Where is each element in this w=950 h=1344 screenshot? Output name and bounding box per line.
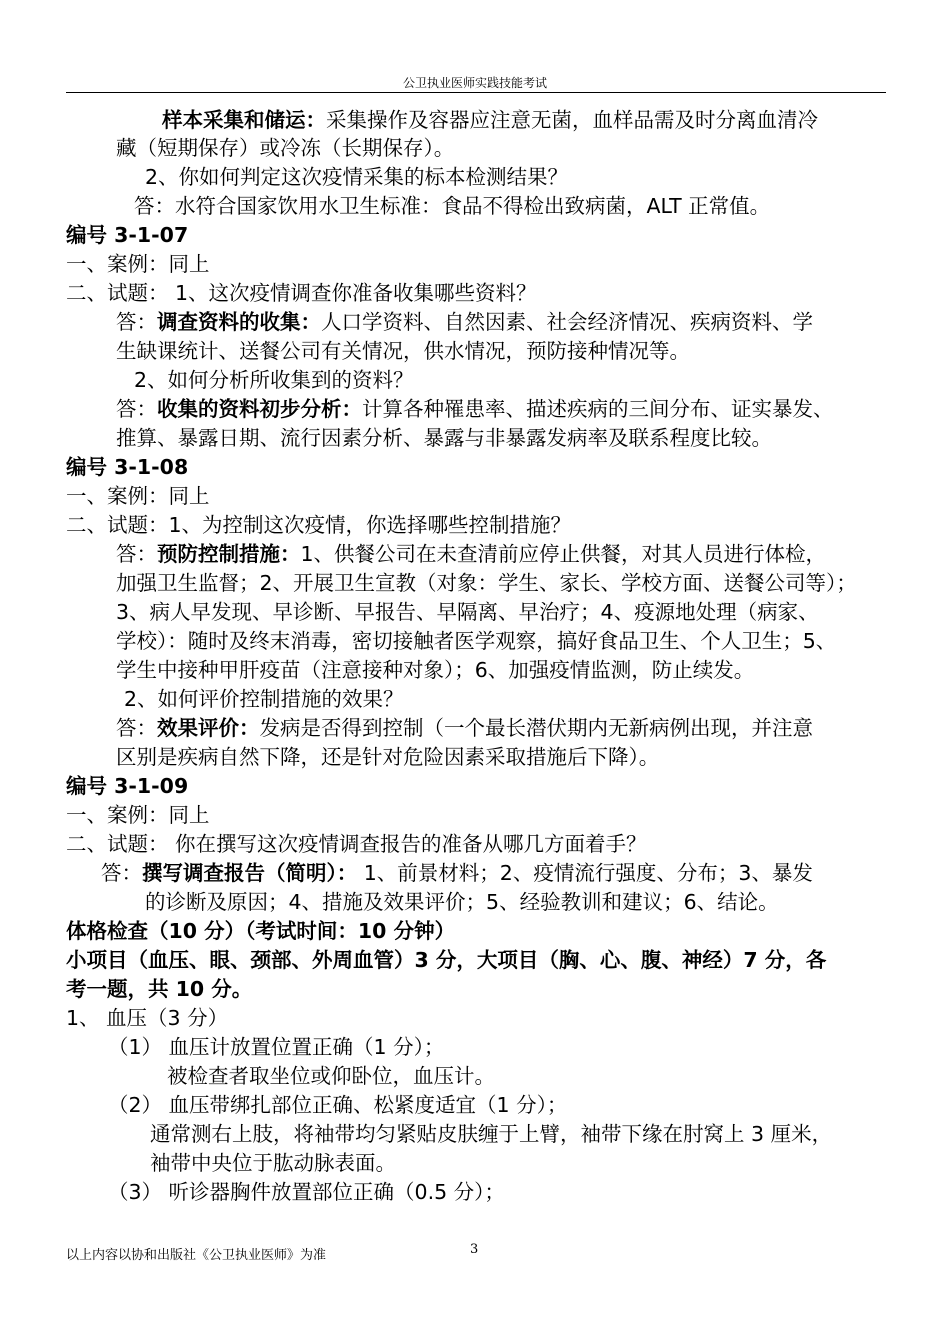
text-line: [116, 714, 813, 742]
text-line: [108, 1091, 567, 1119]
line-text: 一、案例：同上: [66, 252, 210, 276]
bold-heading: 编号 3-1-08: [66, 455, 189, 479]
line-text: 1、 血压（3 分）: [66, 1006, 229, 1030]
line-text: 人口学资料、自然因素、社会经济情况、疾病资料、学: [321, 310, 813, 334]
line-text: 发病是否得到控制（一个最长潜伏期内无新病例出现，并注意: [259, 716, 813, 740]
text-line: [150, 1120, 832, 1148]
bold-heading: 考一题，共 10 分。: [66, 977, 253, 1001]
text-line: [134, 192, 770, 220]
line-text: 2、你如何判定这次疫情采集的标本检测结果？: [145, 165, 569, 189]
text-line: [66, 221, 188, 249]
text-line: [116, 569, 857, 597]
line-text: 的诊断及原因；4、措施及效果评价；5、经验教训和建议；6、结论。: [145, 890, 779, 914]
bold-heading: 撰写调查报告（简明）：: [142, 861, 358, 885]
text-line: [66, 830, 647, 858]
text-line: [116, 337, 690, 365]
text-line: [150, 1149, 396, 1177]
text-line: [66, 453, 188, 481]
line-text: 一、案例：同上: [66, 484, 210, 508]
text-line: [66, 279, 537, 307]
line-text: 计算各种罹患率、描述疾病的三间分布、证实暴发、: [362, 397, 834, 421]
header-rule: [66, 92, 886, 93]
line-text: 二、试题：1、为控制这次疫情，你选择哪些控制措施？: [66, 513, 572, 537]
footer-note: 以上内容以协和出版社《公卫执业医师》为准: [66, 1248, 327, 1263]
text-line: [162, 106, 818, 134]
text-line: [124, 685, 404, 713]
text-line: [66, 250, 210, 278]
text-line: [134, 366, 414, 394]
text-line: [116, 743, 659, 771]
text-line: [66, 975, 252, 1003]
text-line: [116, 395, 834, 423]
text-line: [116, 134, 454, 162]
text-line: [145, 163, 568, 191]
page-number: 3: [470, 1242, 479, 1257]
text-line: [66, 772, 188, 800]
text-line: [108, 1033, 444, 1061]
line-text: 加强卫生监督；2、开展卫生宣教（对象：学生、家长、学校方面、送餐公司等）；: [116, 571, 857, 595]
bold-heading: 预防控制措施：: [157, 542, 301, 566]
text-line: [116, 656, 754, 684]
text-line: [116, 540, 826, 568]
line-text: 答：水符合国家饮用水卫生标准：食品不得检出致病菌，ALT 正常值。: [134, 194, 771, 218]
line-text: 2、如何分析所收集到的资料？: [134, 368, 414, 392]
text-line: [66, 946, 826, 974]
text-line: [66, 1004, 228, 1032]
text-line: [167, 1062, 495, 1090]
answer-prefix: 答：: [116, 542, 157, 566]
line-text: （1） 血压计放置位置正确（1 分）；: [108, 1035, 445, 1059]
line-text: 3、病人早发现、早诊断、早报告、早隔离、早治疗；4、疫源地处理（病家、: [116, 600, 819, 624]
line-text: 采集操作及容器应注意无菌，血样品需及时分离血清冷: [326, 108, 818, 132]
text-line: [66, 511, 571, 539]
line-text: 被检查者取坐位或仰卧位，血压计。: [167, 1064, 495, 1088]
bold-heading: 体格检查（10 分）（考试时间：10 分钟）: [66, 919, 456, 943]
line-text: 二、试题： 1、这次疫情调查你准备收集哪些资料？: [66, 281, 537, 305]
page-header: 公卫执业医师实践技能考试: [402, 76, 547, 90]
text-line: [116, 308, 813, 336]
bold-heading: 效果评价：: [157, 716, 260, 740]
bold-heading: 小项目（血压、眼、颈部、外周血管）3 分，大项目（胸、心、腹、神经）7 分，各: [66, 948, 827, 972]
bold-heading: 调查资料的收集：: [157, 310, 321, 334]
line-text: 推算、暴露日期、流行因素分析、暴露与非暴露发病率及联系程度比较。: [116, 426, 772, 450]
line-text: 区别是疾病自然下降，还是针对危险因素采取措施后下降）。: [116, 745, 660, 769]
line-text: （3） 听诊器胸件放置部位正确（0.5 分）；: [108, 1180, 505, 1204]
text-line: [116, 424, 772, 452]
line-text: 二、试题： 你在撰写这次疫情调查报告的准备从哪几方面着手？: [66, 832, 647, 856]
answer-prefix: 答：: [116, 310, 157, 334]
line-text: 学校）：随时及终末消毒，密切接触者医学观察，搞好食品卫生、个人卫生；5、: [116, 629, 837, 653]
line-text: 1、前景材料；2、疫情流行强度、分布；3、暴发: [357, 861, 813, 885]
text-line: [116, 598, 819, 626]
text-line: [108, 1178, 505, 1206]
line-text: 袖带中央位于肱动脉表面。: [150, 1151, 396, 1175]
text-line: [145, 888, 779, 916]
bold-heading: 编号 3-1-07: [66, 223, 189, 247]
line-text: （2） 血压带绑扎部位正确、松紧度适宜（1 分）；: [108, 1093, 568, 1117]
line-text: 一、案例：同上: [66, 803, 210, 827]
line-text: 学生中接种甲肝疫苗（注意接种对象）；6、加强疫情监测，防止续发。: [116, 658, 755, 682]
line-text: 生缺课统计、送餐公司有关情况，供水情况，预防接种情况等。: [116, 339, 690, 363]
bold-heading: 收集的资料初步分析：: [157, 397, 362, 421]
text-line: [101, 859, 813, 887]
text-line: [66, 801, 210, 829]
line-text: 藏（短期保存）或冷冻（长期保存）。: [116, 136, 455, 160]
text-line: [66, 482, 210, 510]
answer-prefix: 答：: [116, 397, 157, 421]
answer-prefix: 答：: [101, 861, 142, 885]
line-text: 通常测右上肢，将袖带均匀紧贴皮肤缠于上臂，袖带下缘在肘窝上 3 厘米，: [150, 1122, 833, 1146]
text-line: [116, 627, 836, 655]
text-line: [66, 917, 455, 945]
answer-prefix: 答：: [116, 716, 157, 740]
bold-heading: 样本采集和储运：: [162, 108, 326, 132]
line-text: 2、如何评价控制措施的效果？: [124, 687, 404, 711]
line-text: 1、供餐公司在未查清前应停止供餐，对其人员进行体检，: [300, 542, 827, 566]
bold-heading: 编号 3-1-09: [66, 774, 189, 798]
